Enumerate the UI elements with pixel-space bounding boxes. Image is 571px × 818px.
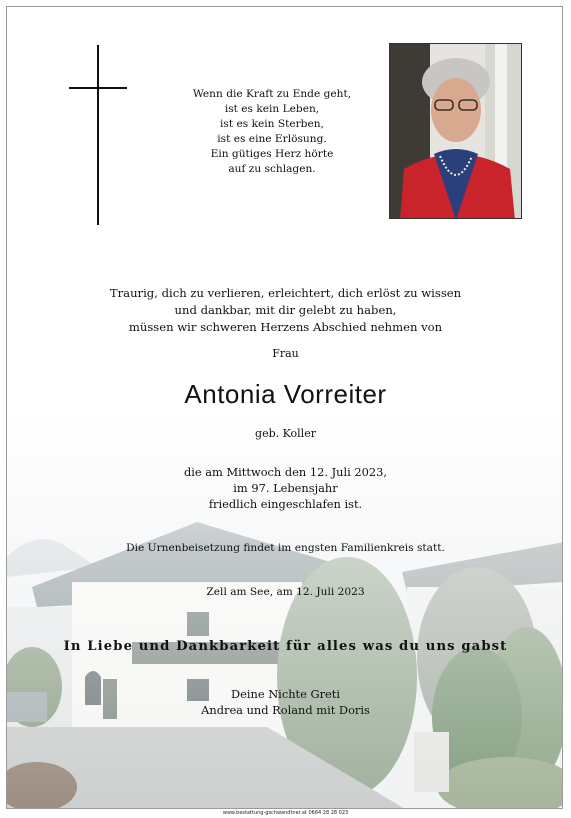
- ceremony-info: Die Urnenbeisetzung findet im engsten Familienkreis statt.: [126, 542, 445, 554]
- intro-line: und dankbar, mit dir gelebt zu haben,: [174, 303, 397, 317]
- poem-line: Ein gütiges Herz hörte: [210, 148, 334, 160]
- cross-icon-bar: [69, 87, 127, 89]
- death-line: friedlich eingeschlafen ist.: [208, 497, 363, 511]
- death-line: im 97. Lebensjahr: [233, 481, 338, 495]
- poem-line: ist es eine Erlösung.: [217, 133, 327, 145]
- intro-line: müssen wir schweren Herzens Abschied nehmen von: [128, 320, 443, 334]
- deceased-name: Antonia Vorreiter: [184, 379, 387, 409]
- death-notice: [107, 464, 464, 512]
- salutation: Frau: [272, 347, 299, 360]
- poem-line: ist es kein Leben,: [224, 103, 320, 115]
- mourners: [7, 686, 563, 718]
- cross-icon: [97, 45, 99, 225]
- intro-text: [47, 285, 524, 336]
- mourner-line: Deine Nichte Greti: [231, 687, 340, 701]
- motto: In Liebe und Dankbarkeit für alles was du uns gabst: [63, 639, 508, 654]
- poem-line: Wenn die Kraft zu Ende geht,: [192, 88, 352, 100]
- birth-name: geb. Koller: [255, 427, 316, 440]
- portrait-photo: [389, 43, 522, 219]
- poem-line: auf zu schlagen.: [228, 163, 316, 175]
- death-line: die am Mittwoch den 12. Juli 2023,: [183, 465, 388, 479]
- parte-card: [6, 6, 563, 809]
- poem: [167, 87, 377, 177]
- place-date: Zell am See, am 12. Juli 2023: [206, 586, 365, 598]
- intro-line: Traurig, dich zu verlieren, erleichtert, dich erlöst zu wissen: [109, 286, 462, 300]
- mourner-line: Andrea und Roland mit Doris: [201, 703, 370, 717]
- footer-contact: www.bestattung-gschwandtner.at 0664 28 28 023: [222, 810, 349, 816]
- poem-line: ist es kein Sterben,: [220, 118, 324, 130]
